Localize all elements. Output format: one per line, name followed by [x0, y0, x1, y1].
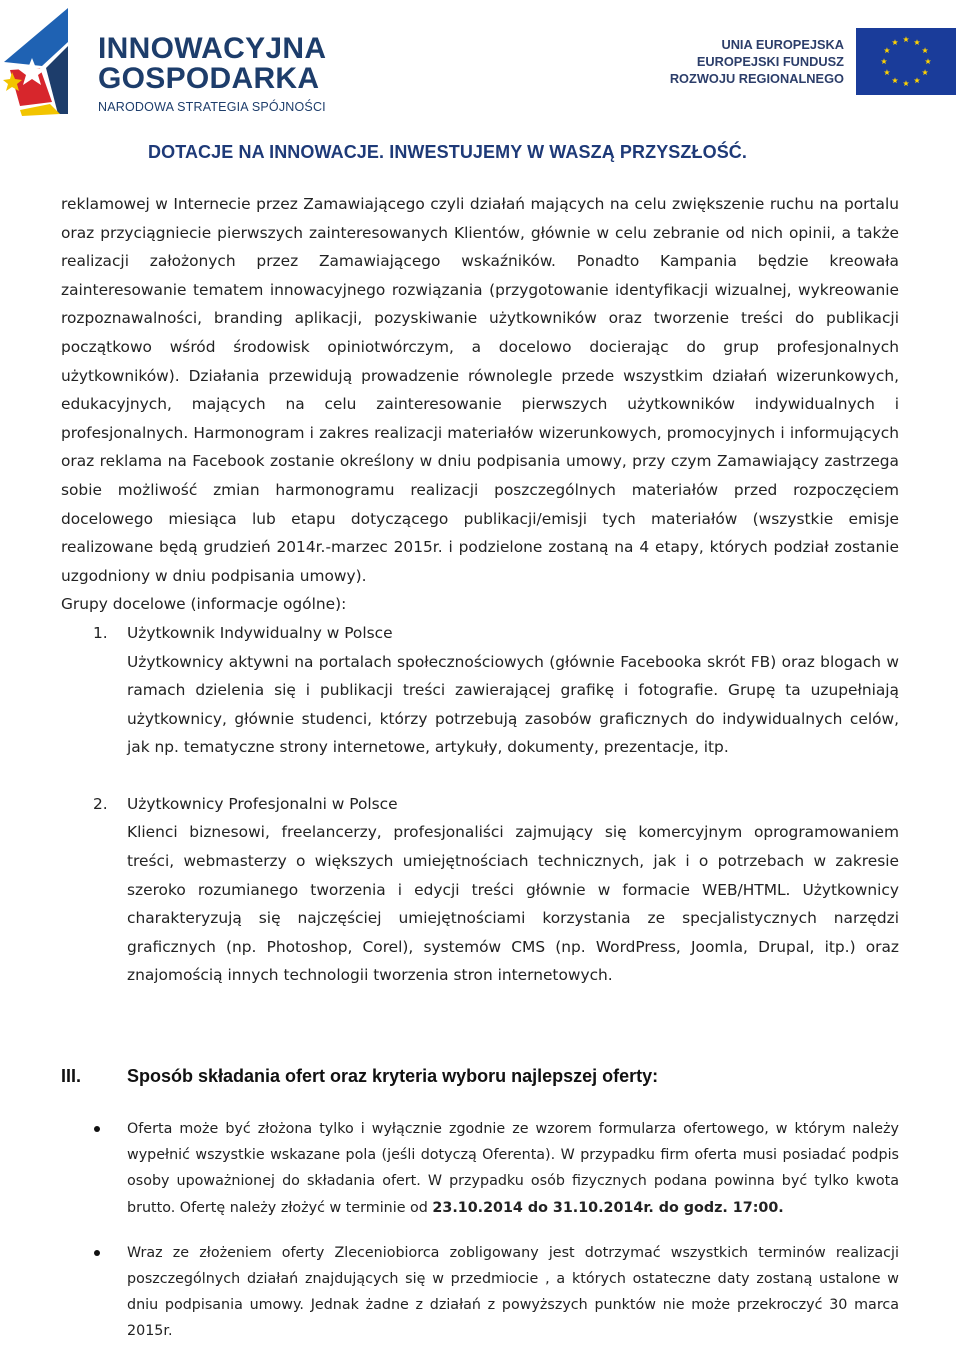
bullet-icon	[94, 1126, 100, 1132]
list-item	[61, 790, 899, 990]
eu-line-2: EUROPEJSKI FUNDUSZ	[696, 54, 844, 69]
bullet-item	[61, 1116, 899, 1221]
bullet-text: Oferta może być złożona tylko i wyłącznie zgodnie ze wzorem formularza ofertowego, w którym należy wypełnić wszystkie wskazane pola (jeśli dotyczą Oferenta). W przypadku firm oferta musi posiadać podpis osoby upoważnionej do składania ofert. W przypadku osób fizycznych podana powinna być tylko kwota brutto. Ofertę należy złożyć w terminie od	[127, 1121, 899, 1216]
bullet-icon	[94, 1250, 100, 1256]
groups-label: Grupy docelowe (informacje ogólne):	[61, 595, 347, 614]
logo-line-2: GOSPODARKA	[98, 62, 320, 95]
list-number: 1.	[93, 623, 108, 642]
eu-fund-logo	[669, 28, 956, 98]
list-number: 2.	[93, 794, 108, 813]
group-description: Klienci biznesowi, freelancerzy, profesjonaliści zajmujący się komercyjnym oprogramowaniem treści, webmasterzy o większych umiejętnościach technicznych, jak i o potrzebach w zakresie szeroko rozumianego tworzenia i edycji treści głównie w formacie WEB/HTML. Użytkownicy charakteryzują się najczęściej umiejętnościami korzystania ze specjalistycznych narzędzi graficznych (np. Photoshop, Corel), systemów CMS (np. WordPress, Joomla, Drupal, itp.) oraz znajomością innych technologii tworzenia stron internetowych.	[127, 823, 899, 985]
intro-paragraph: reklamowej w Internecie przez Zamawiającego czyli działań mających na celu zwiększenie ruchu na portalu oraz przyciągniecie pierwszych zainteresowanych Klientów, głównie w celu zebranie od nich opinii, a także realizacji założonych przez Zamawiającego wskaźników. Ponadto Kampania będzie kreowała zainteresowanie tematem innowacyjnego rozwiązania (przygotowanie identyfikacji wizualnej, wykreowanie rozpoznawalności, branding aplikacji, pozyskiwanie użytkowników oraz tworzenie treści do publikacji początkowo wśród środowisk opiniotwórczym, a docelowo docierając do grup profesjonalnych użytkowników). Działania przewidują prowadzenie równolegle przede wszystkim działań wizerunkowych, edukacyjnych, mających na celu zainteresowanie pierwszych użytkowników indywidualnych i profesjonalnych. Harmonogram i zakres realizacji materiałów wizerunkowych, promocyjnych i informujących oraz reklama na Facebook zostanie określony w dniu podpisania umowy, przy czym Zamawiający zastrzega sobie możliwość zmian harmonogramu realizacji poszczególnych materiałów przed rozpoczęciem docelowego miesiąca lub etapu dotyczącego publikacji/emisji tych materiałów (wszystkie emisje realizowane będą grudzień 2014r.-marzec 2015r. i podzielone zostaną na 4 etapy, których podział zostanie uzgodniony w dniu podpisania umowy).	[61, 195, 899, 585]
eu-logo-text	[670, 36, 844, 87]
slogan: DOTACJE NA INNOWACJE. INWESTUJEMY W WASZĄ PRZYSZŁOŚĆ.	[148, 142, 748, 162]
logo-line-1: INNOWACYJNA	[98, 32, 327, 65]
logo-line-3: NARODOWA STRATEGIA SPÓJNOŚCI	[98, 100, 326, 114]
group-title: Użytkownik Indywidualny w Polsce	[127, 623, 393, 642]
group-description: Użytkownicy aktywni na portalach społecznościowych (głównie Facebooka skrót FB) oraz blogach w ramach dzielenia się i publikacji treści zawierającej grafikę i fotografie. Grupę ta uzupełniają użytkownicy, głównie studenci, którzy potrzebują zasobów graficznych do indywidualnych celów, jak np. tematyczne strony internetowe, artykuły, dokumenty, prezentacje, itp.	[127, 652, 899, 757]
innowacyjna-gospodarka-logo	[2, 6, 342, 118]
section-title: Sposób składania ofert oraz kryteria wyboru najlepszej oferty:	[127, 1066, 659, 1086]
group-title: Użytkownicy Profesjonalni w Polsce	[127, 794, 398, 813]
list-item	[61, 619, 899, 762]
bullet-text: Wraz ze złożeniem oferty Zleceniobiorca zobligowany jest dotrzymać wszystkich terminów realizacji poszczególnych działań znajdujących się w przedmiocie , a których ostateczne daty zostaną ustalone w dniu podpisania umowy. Jednak żadne z działań z powyższych punktów nie może przekroczyć 30 marca 2015r.	[127, 1244, 899, 1340]
eu-line-3: ROZWOJU REGIONALNEGO	[669, 71, 844, 86]
eu-flag-icon	[856, 28, 956, 95]
section-number: III.	[61, 1066, 82, 1086]
document-body	[61, 190, 899, 990]
innowacyjna-gospodarka-emblem-icon	[2, 6, 98, 118]
bullet-deadline: 23.10.2014 do 31.10.2014r. do godz. 17:00.	[432, 1199, 784, 1216]
bullet-list	[61, 1116, 899, 1364]
bullet-item	[61, 1240, 899, 1345]
eu-line-1: UNIA EUROPEJSKA	[721, 37, 844, 52]
